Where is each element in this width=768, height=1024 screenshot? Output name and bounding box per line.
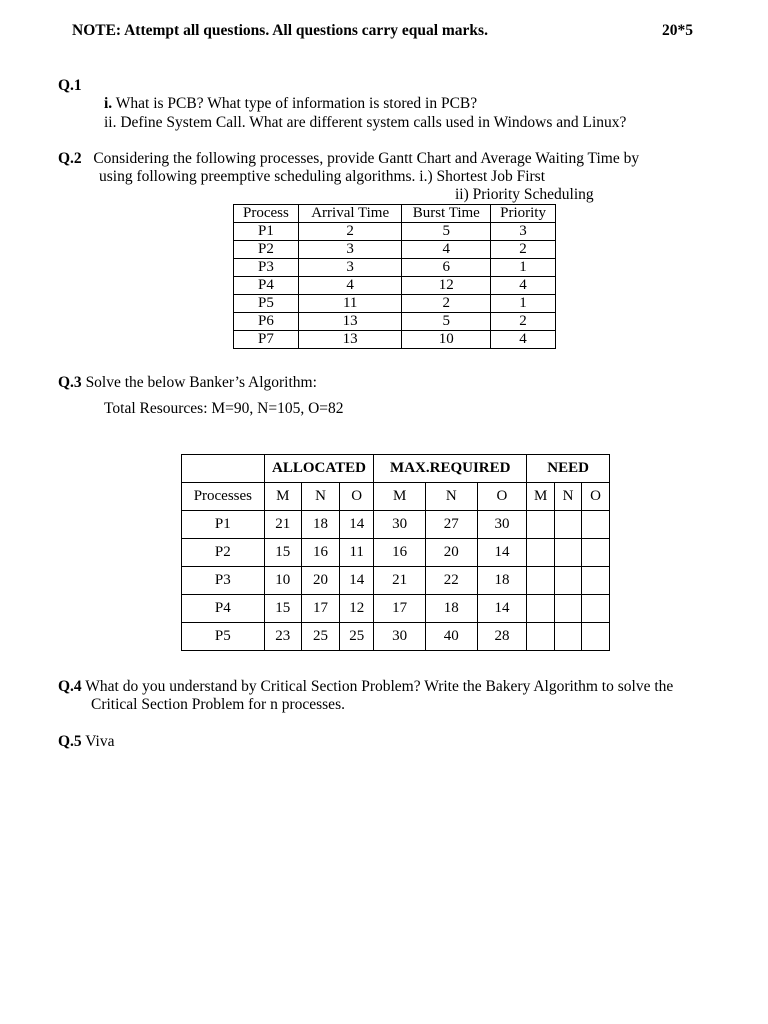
bankers-group-header: MAX.REQUIRED	[374, 455, 527, 483]
bankers-row	[182, 511, 610, 539]
process-table-cell: 13	[298, 331, 402, 349]
process-table-cell: 2	[298, 223, 402, 241]
q2-line3: ii) Priority Scheduling	[455, 186, 594, 203]
bankers-subheader: N	[425, 483, 477, 511]
bankers-subheader: O	[582, 483, 610, 511]
process-table-header: Process	[234, 205, 299, 223]
process-table-cell: P2	[234, 241, 299, 259]
bankers-cell: 21	[374, 567, 426, 595]
bankers-cell: 20	[301, 567, 339, 595]
bankers-cell	[582, 539, 610, 567]
process-table-cell: 11	[298, 295, 402, 313]
bankers-subheader: M	[374, 483, 426, 511]
bankers-subheader: Processes	[182, 483, 265, 511]
bankers-row	[182, 595, 610, 623]
bankers-group-header: NEED	[527, 455, 610, 483]
process-table-cell: 4	[402, 241, 491, 259]
bankers-cell: 14	[477, 595, 527, 623]
bankers-row	[182, 539, 610, 567]
q1-part1: i. What is PCB? What type of information is stored in PCB?	[104, 95, 478, 112]
process-table-row	[234, 313, 556, 331]
bankers-cell	[555, 567, 582, 595]
process-table-cell: P6	[234, 313, 299, 331]
bankers-cell: 15	[264, 539, 301, 567]
q4-line2: Critical Section Problem for n processes.	[91, 696, 345, 713]
bankers-subheader: M	[264, 483, 301, 511]
bankers-cell: 12	[340, 595, 374, 623]
bankers-cell: 22	[425, 567, 477, 595]
bankers-cell: 14	[340, 511, 374, 539]
bankers-row	[182, 567, 610, 595]
bankers-cell: 30	[374, 623, 426, 651]
bankers-cell: 17	[301, 595, 339, 623]
process-table-cell: 2	[402, 295, 491, 313]
process-table-cell: P5	[234, 295, 299, 313]
process-table-row	[234, 295, 556, 313]
process-table-cell: P4	[234, 277, 299, 295]
bankers-cell: 18	[425, 595, 477, 623]
process-table	[233, 204, 556, 349]
bankers-subheader: O	[477, 483, 527, 511]
bankers-cell	[527, 623, 555, 651]
bankers-cell: P4	[182, 595, 265, 623]
bankers-cell: 30	[477, 511, 527, 539]
bankers-cell	[582, 623, 610, 651]
bankers-cell	[555, 623, 582, 651]
bankers-subheader: M	[527, 483, 555, 511]
process-table-header: Arrival Time	[298, 205, 402, 223]
q2-line2: using following preemptive scheduling algorithms. i.) Shortest Job First	[99, 168, 546, 185]
bankers-cell	[555, 595, 582, 623]
exam-note: NOTE: Attempt all questions. All questions carry equal marks.	[72, 22, 488, 39]
process-table-header: Burst Time	[402, 205, 491, 223]
bankers-table	[181, 454, 610, 651]
process-table-row	[234, 259, 556, 277]
process-table-cell: 10	[402, 331, 491, 349]
bankers-cell: 27	[425, 511, 477, 539]
process-table-cell: 4	[298, 277, 402, 295]
bankers-cell: 15	[264, 595, 301, 623]
bankers-cell: 18	[477, 567, 527, 595]
bankers-cell: 11	[340, 539, 374, 567]
bankers-cell: 18	[301, 511, 339, 539]
bankers-cell: 25	[340, 623, 374, 651]
bankers-cell	[527, 539, 555, 567]
bankers-cell	[582, 567, 610, 595]
bankers-cell: 30	[374, 511, 426, 539]
process-table-row	[234, 331, 556, 349]
bankers-cell	[582, 511, 610, 539]
bankers-row	[182, 623, 610, 651]
total-resources: Total Resources: M=90, N=105, O=82	[104, 400, 344, 417]
process-table-cell: P3	[234, 259, 299, 277]
process-table-row	[234, 277, 556, 295]
bankers-cell	[527, 595, 555, 623]
bankers-cell: 16	[374, 539, 426, 567]
bankers-subheader-row	[182, 483, 610, 511]
bankers-cell: 14	[477, 539, 527, 567]
bankers-cell: 21	[264, 511, 301, 539]
process-table-cell: 6	[402, 259, 491, 277]
bankers-group-header-row	[182, 455, 610, 483]
process-table-cell: 3	[298, 241, 402, 259]
process-table-header: Priority	[491, 205, 556, 223]
process-table-cell: 3	[298, 259, 402, 277]
bankers-cell: P5	[182, 623, 265, 651]
bankers-cell: 40	[425, 623, 477, 651]
process-table-cell: P7	[234, 331, 299, 349]
bankers-cell: 23	[264, 623, 301, 651]
bankers-cell: 17	[374, 595, 426, 623]
process-table-cell: 5	[402, 223, 491, 241]
bankers-cell: P3	[182, 567, 265, 595]
process-table-cell: 4	[491, 277, 556, 295]
q5-line: Q.5 Viva	[58, 733, 115, 750]
bankers-cell	[527, 567, 555, 595]
q2-line1: Q.2 Considering the following processes, provide Gantt Chart and Average Waiting Time by	[58, 150, 640, 167]
process-table-cell: P1	[234, 223, 299, 241]
bankers-subheader: N	[555, 483, 582, 511]
q1-part2: ii. Define System Call. What are different system calls used in Windows and Linux?	[104, 114, 627, 131]
bankers-empty-corner	[182, 455, 265, 483]
process-table-cell: 3	[491, 223, 556, 241]
bankers-cell: 25	[301, 623, 339, 651]
bankers-cell: P1	[182, 511, 265, 539]
bankers-cell: 20	[425, 539, 477, 567]
bankers-cell: P2	[182, 539, 265, 567]
process-table-cell: 12	[402, 277, 491, 295]
bankers-cell	[527, 511, 555, 539]
process-table-cell: 1	[491, 295, 556, 313]
bankers-cell: 10	[264, 567, 301, 595]
bankers-cell	[555, 511, 582, 539]
bankers-subheader: N	[301, 483, 339, 511]
bankers-cell: 28	[477, 623, 527, 651]
process-table-cell: 4	[491, 331, 556, 349]
q4-line1: Q.4 What do you understand by Critical Section Problem? Write the Bakery Algorithm to solve the	[58, 678, 674, 695]
bankers-cell	[582, 595, 610, 623]
process-table-cell: 1	[491, 259, 556, 277]
bankers-subheader: O	[340, 483, 374, 511]
process-table-header-row	[234, 205, 556, 223]
process-table-cell: 13	[298, 313, 402, 331]
bankers-cell: 16	[301, 539, 339, 567]
process-table-row	[234, 241, 556, 259]
process-table-cell: 5	[402, 313, 491, 331]
bankers-group-header: ALLOCATED	[264, 455, 374, 483]
q3-line: Q.3 Solve the below Banker’s Algorithm:	[58, 374, 317, 391]
process-table-row	[234, 223, 556, 241]
q1-number: Q.1	[58, 77, 82, 94]
bankers-cell: 14	[340, 567, 374, 595]
total-marks: 20*5	[662, 22, 693, 39]
bankers-cell	[555, 539, 582, 567]
process-table-cell: 2	[491, 313, 556, 331]
process-table-cell: 2	[491, 241, 556, 259]
